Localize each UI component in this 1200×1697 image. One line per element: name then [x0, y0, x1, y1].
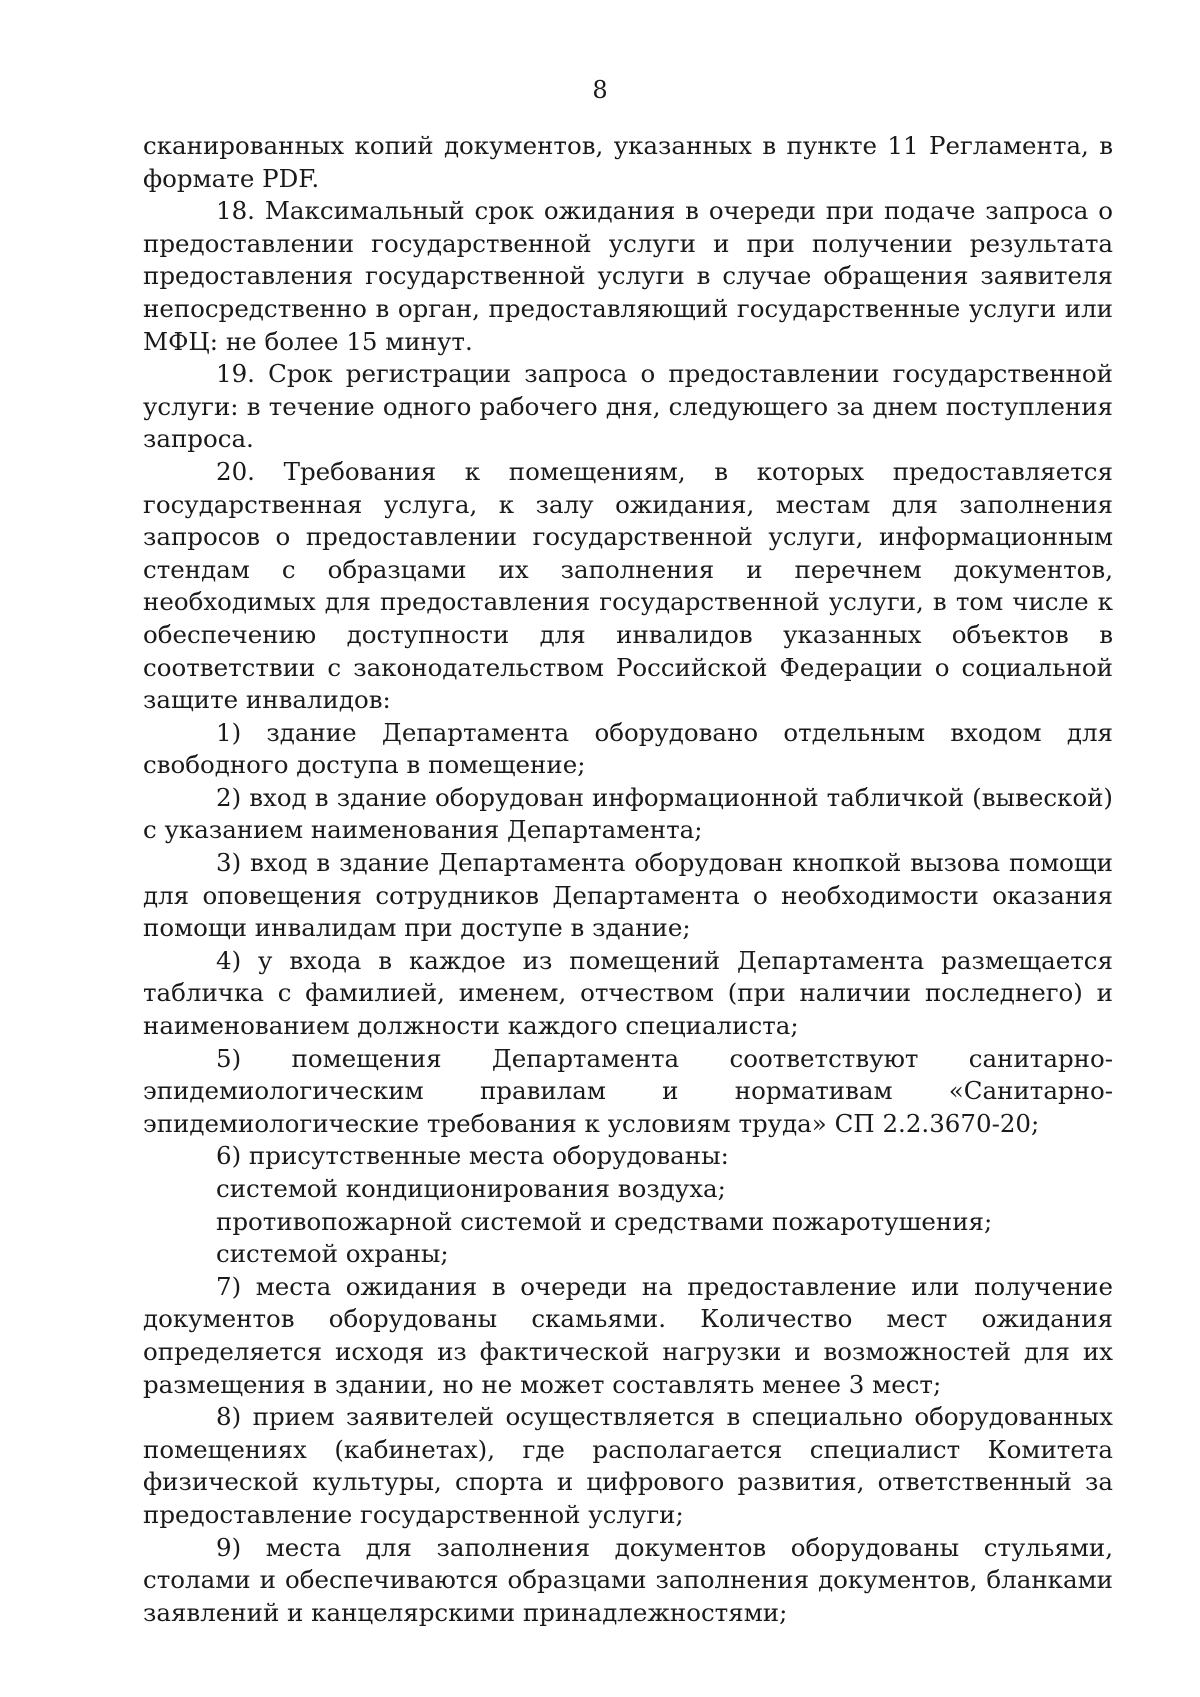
paragraph-20-premises-requirements: 20. Требования к помещениям, в которых предоставляется государственная услуга, к залу ожидания, местам для заполнения запросов о предоставлении государственной услуги, информационным стендам с образцами их заполнения и перечнем документов, необходимых для предоставления государственной услуги, в том числе к обеспечению доступности для инвалидов указанных объектов в соответствии с законодательством Российской Федерации о социальной защите инвалидов:	[143, 456, 1113, 715]
list-item-4: 4) у входа в каждое из помещений Департамента размещается табличка с фамилией, именем, отчеством (при наличии последнего) и наименованием должности каждого специалиста;	[143, 945, 1113, 1041]
paragraph-19-registration-time: 19. Срок регистрации запроса о предоставлении государственной услуги: в течение одного рабочего дня, следующего за днем поступления запроса.	[143, 359, 1113, 454]
list-item-5: 5) помещения Департамента соответствуют санитарно-эпидемиологическим правилам и нормативам «Санитарно-эпидемиологические требования к условиям труда» СП 2.2.3670-20;	[143, 1043, 1113, 1138]
paragraph-18-waiting-time: 18. Максимальный срок ожидания в очереди при подаче запроса о предоставлении государственной услуги и при получении результата предоставления государственной услуги в случае обращения заявителя непосредственно в орган, предоставляющий государственные услуги или МФЦ: не более 15 минут.	[143, 196, 1113, 356]
list-item-3: 3) вход в здание Департамента оборудован кнопкой вызова помощи для оповещения сотрудников Департамента о необходимости оказания помощи инвалидам при доступе в здание;	[143, 848, 1113, 943]
list-item-6: 6) присутственные места оборудованы:	[216, 1141, 729, 1171]
list-item-1: 1) здание Департамента оборудовано отдельным входом для свободного доступа в помещение;	[143, 717, 1113, 780]
paragraph-continuation: сканированных копий документов, указанных в пункте 11 Регламента, в формате PDF.	[143, 131, 1113, 193]
list-item-8: 8) прием заявителей осуществляется в специально оборудованных помещениях (кабинетах), где располагается специалист Комитета физической культуры, спорта и цифрового развития, ответственный за предоставление государственной услуги;	[143, 1402, 1113, 1529]
list-item-6-security: системой охраны;	[216, 1239, 449, 1269]
page-number: 8	[592, 76, 608, 104]
list-item-6-air-conditioning: системой кондиционирования воздуха;	[216, 1174, 726, 1203]
list-item-6-fire-system: противопожарной системой и средствами пожаротушения;	[216, 1206, 993, 1236]
document-body	[143, 130, 1113, 1629]
list-item-7: 7) места ожидания в очереди на предоставление или получение документов оборудованы скамьями. Количество мест ожидания определяется исходя из фактической нагрузки и возможностей для их размещения в здании, но не может составлять менее 3 мест;	[143, 1271, 1113, 1399]
list-item-9: 9) места для заполнения документов оборудованы стульями, столами и обеспечиваются образцами заполнения документов, бланками заявлений и канцелярскими принадлежностями;	[143, 1532, 1113, 1627]
list-item-2: 2) вход в здание оборудован информационной табличкой (вывеской) с указанием наименования Департамента;	[143, 782, 1113, 845]
